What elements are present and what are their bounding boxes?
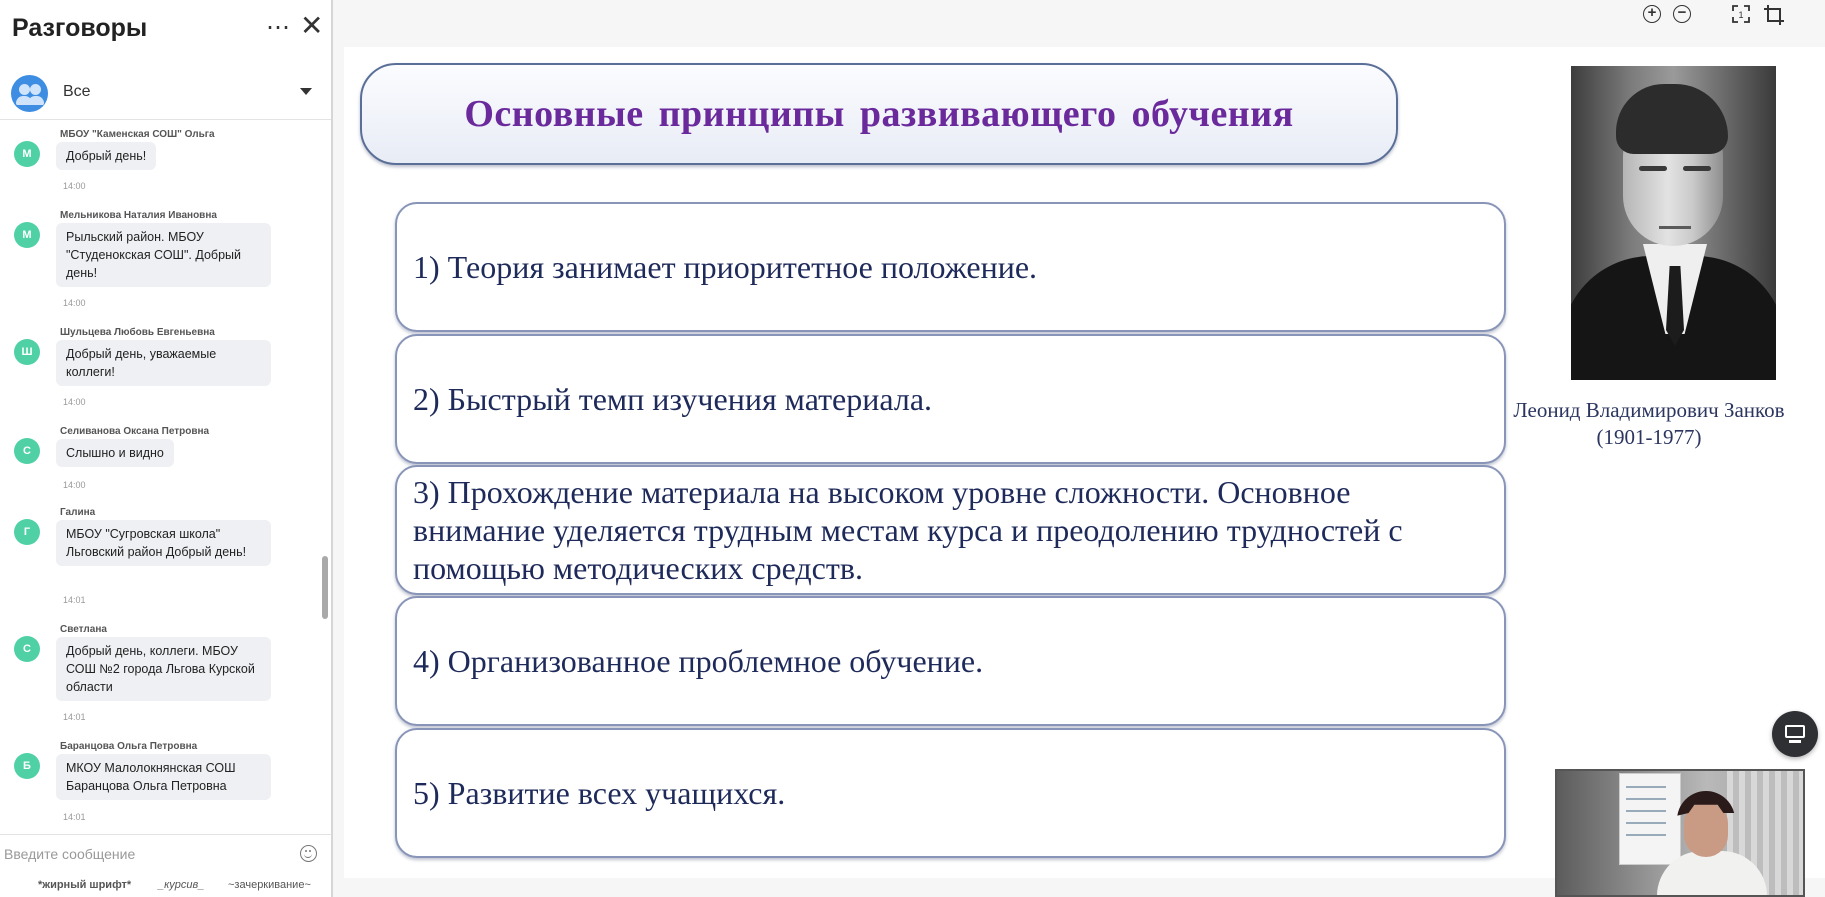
- principle-item: [395, 202, 1506, 332]
- principle-text: 5) Развитие всех учащихся.: [413, 775, 786, 811]
- chat-message: [0, 741, 320, 831]
- svg-text:1: 1: [1738, 10, 1744, 20]
- message-text: Добрый день, коллеги. МБОУ СОШ №2 города Льгова Курской области: [56, 637, 271, 701]
- message-time: 14:00: [63, 397, 86, 407]
- message-author: Светлана: [60, 624, 107, 635]
- message-text: МБОУ "Сугровская школа" Льговский район Добрый день!: [56, 520, 271, 566]
- message-time: 14:00: [63, 480, 86, 490]
- hint-italic: _курсив_: [158, 879, 205, 891]
- chat-message: [0, 624, 320, 724]
- principle-text: 2) Быстрый темп изучения материала.: [413, 381, 933, 417]
- crop-icon[interactable]: [1763, 4, 1785, 26]
- conversations-panel: [0, 0, 333, 897]
- principle-text: 1) Теория занимает приоритетное положение.: [413, 249, 1038, 285]
- conversation-filter[interactable]: [0, 70, 331, 120]
- hint-bold: *жирный шрифт*: [38, 879, 132, 891]
- more-icon[interactable]: ⋯: [266, 14, 291, 41]
- message-text: МКОУ Малолокнянская СОШ Баранцова Ольга Петровна: [56, 754, 271, 800]
- chat-message: [0, 426, 320, 490]
- avatar: Б: [14, 753, 40, 779]
- scrollbar-thumb[interactable]: [322, 556, 328, 619]
- slide-title-box: [360, 63, 1398, 165]
- principle-item: [395, 334, 1506, 464]
- chat-message: [0, 507, 320, 607]
- slide: [344, 47, 1825, 878]
- caption-years: (1901-1977): [1596, 425, 1702, 449]
- zoom-out-icon[interactable]: −: [1673, 5, 1691, 23]
- hint-strike: ~зачеркивание~: [228, 879, 311, 891]
- message-author: Галина: [60, 507, 96, 518]
- message-time: 14:00: [63, 181, 86, 191]
- message-author: Мельникова Наталия Ивановна: [60, 210, 217, 221]
- close-icon[interactable]: ✕: [300, 10, 324, 41]
- avatar: М: [14, 141, 40, 167]
- message-text: Рыльский район. МБОУ "Студенокская СОШ". Добрый день!: [56, 223, 271, 287]
- message-time: 14:01: [63, 595, 86, 605]
- chat-message: [0, 327, 320, 407]
- screen-share-icon[interactable]: [1772, 711, 1818, 757]
- message-composer: [0, 834, 331, 897]
- principle-item: [395, 596, 1506, 726]
- principle-item: [395, 728, 1506, 858]
- avatar: М: [14, 222, 40, 248]
- zoom-in-icon[interactable]: +: [1643, 5, 1661, 23]
- panel-title: Разговоры: [12, 14, 148, 42]
- chat-message: [0, 129, 320, 189]
- group-avatar-icon: [11, 75, 48, 112]
- presenter-video[interactable]: [1555, 769, 1805, 897]
- caption-name: Леонид Владимирович Занков: [1513, 398, 1785, 422]
- avatar: Ш: [14, 339, 40, 365]
- principle-text: 4) Организованное проблемное обучение.: [413, 643, 984, 679]
- message-author: Шульцева Любовь Евгеньевна: [60, 327, 215, 338]
- avatar: С: [14, 438, 40, 464]
- message-time: 14:00: [63, 298, 86, 308]
- message-input[interactable]: [4, 843, 289, 865]
- message-list[interactable]: [0, 121, 331, 833]
- message-time: 14:01: [63, 812, 86, 822]
- slide-title: Основные принципы развивающего обучения: [464, 93, 1294, 135]
- chevron-down-icon[interactable]: [300, 88, 312, 95]
- message-time: 14:01: [63, 712, 86, 722]
- message-text: Добрый день!: [56, 142, 156, 170]
- filter-label: Все: [63, 83, 91, 100]
- portrait-caption: [1479, 397, 1819, 451]
- portrait-photo: [1571, 66, 1776, 380]
- message-author: МБОУ "Каменская СОШ" Ольга: [60, 129, 215, 140]
- principle-item: [395, 465, 1506, 595]
- emoji-icon[interactable]: [300, 845, 317, 862]
- avatar: С: [14, 636, 40, 662]
- message-text: Добрый день, уважаемые коллеги!: [56, 340, 271, 386]
- chat-message: [0, 210, 320, 310]
- principle-text: 3) Прохождение материала на высоком уровне сложности. Основное внимание уделяется трудным местам курса и преодолению трудностей с помощью методических средств.: [413, 474, 1403, 586]
- avatar: Г: [14, 519, 40, 545]
- message-author: Селиванова Оксана Петровна: [60, 426, 210, 437]
- fit-screen-icon[interactable]: [1732, 5, 1750, 23]
- message-author: Баранцова Ольга Петровна: [60, 741, 198, 752]
- message-text: Слышно и видно: [56, 439, 174, 467]
